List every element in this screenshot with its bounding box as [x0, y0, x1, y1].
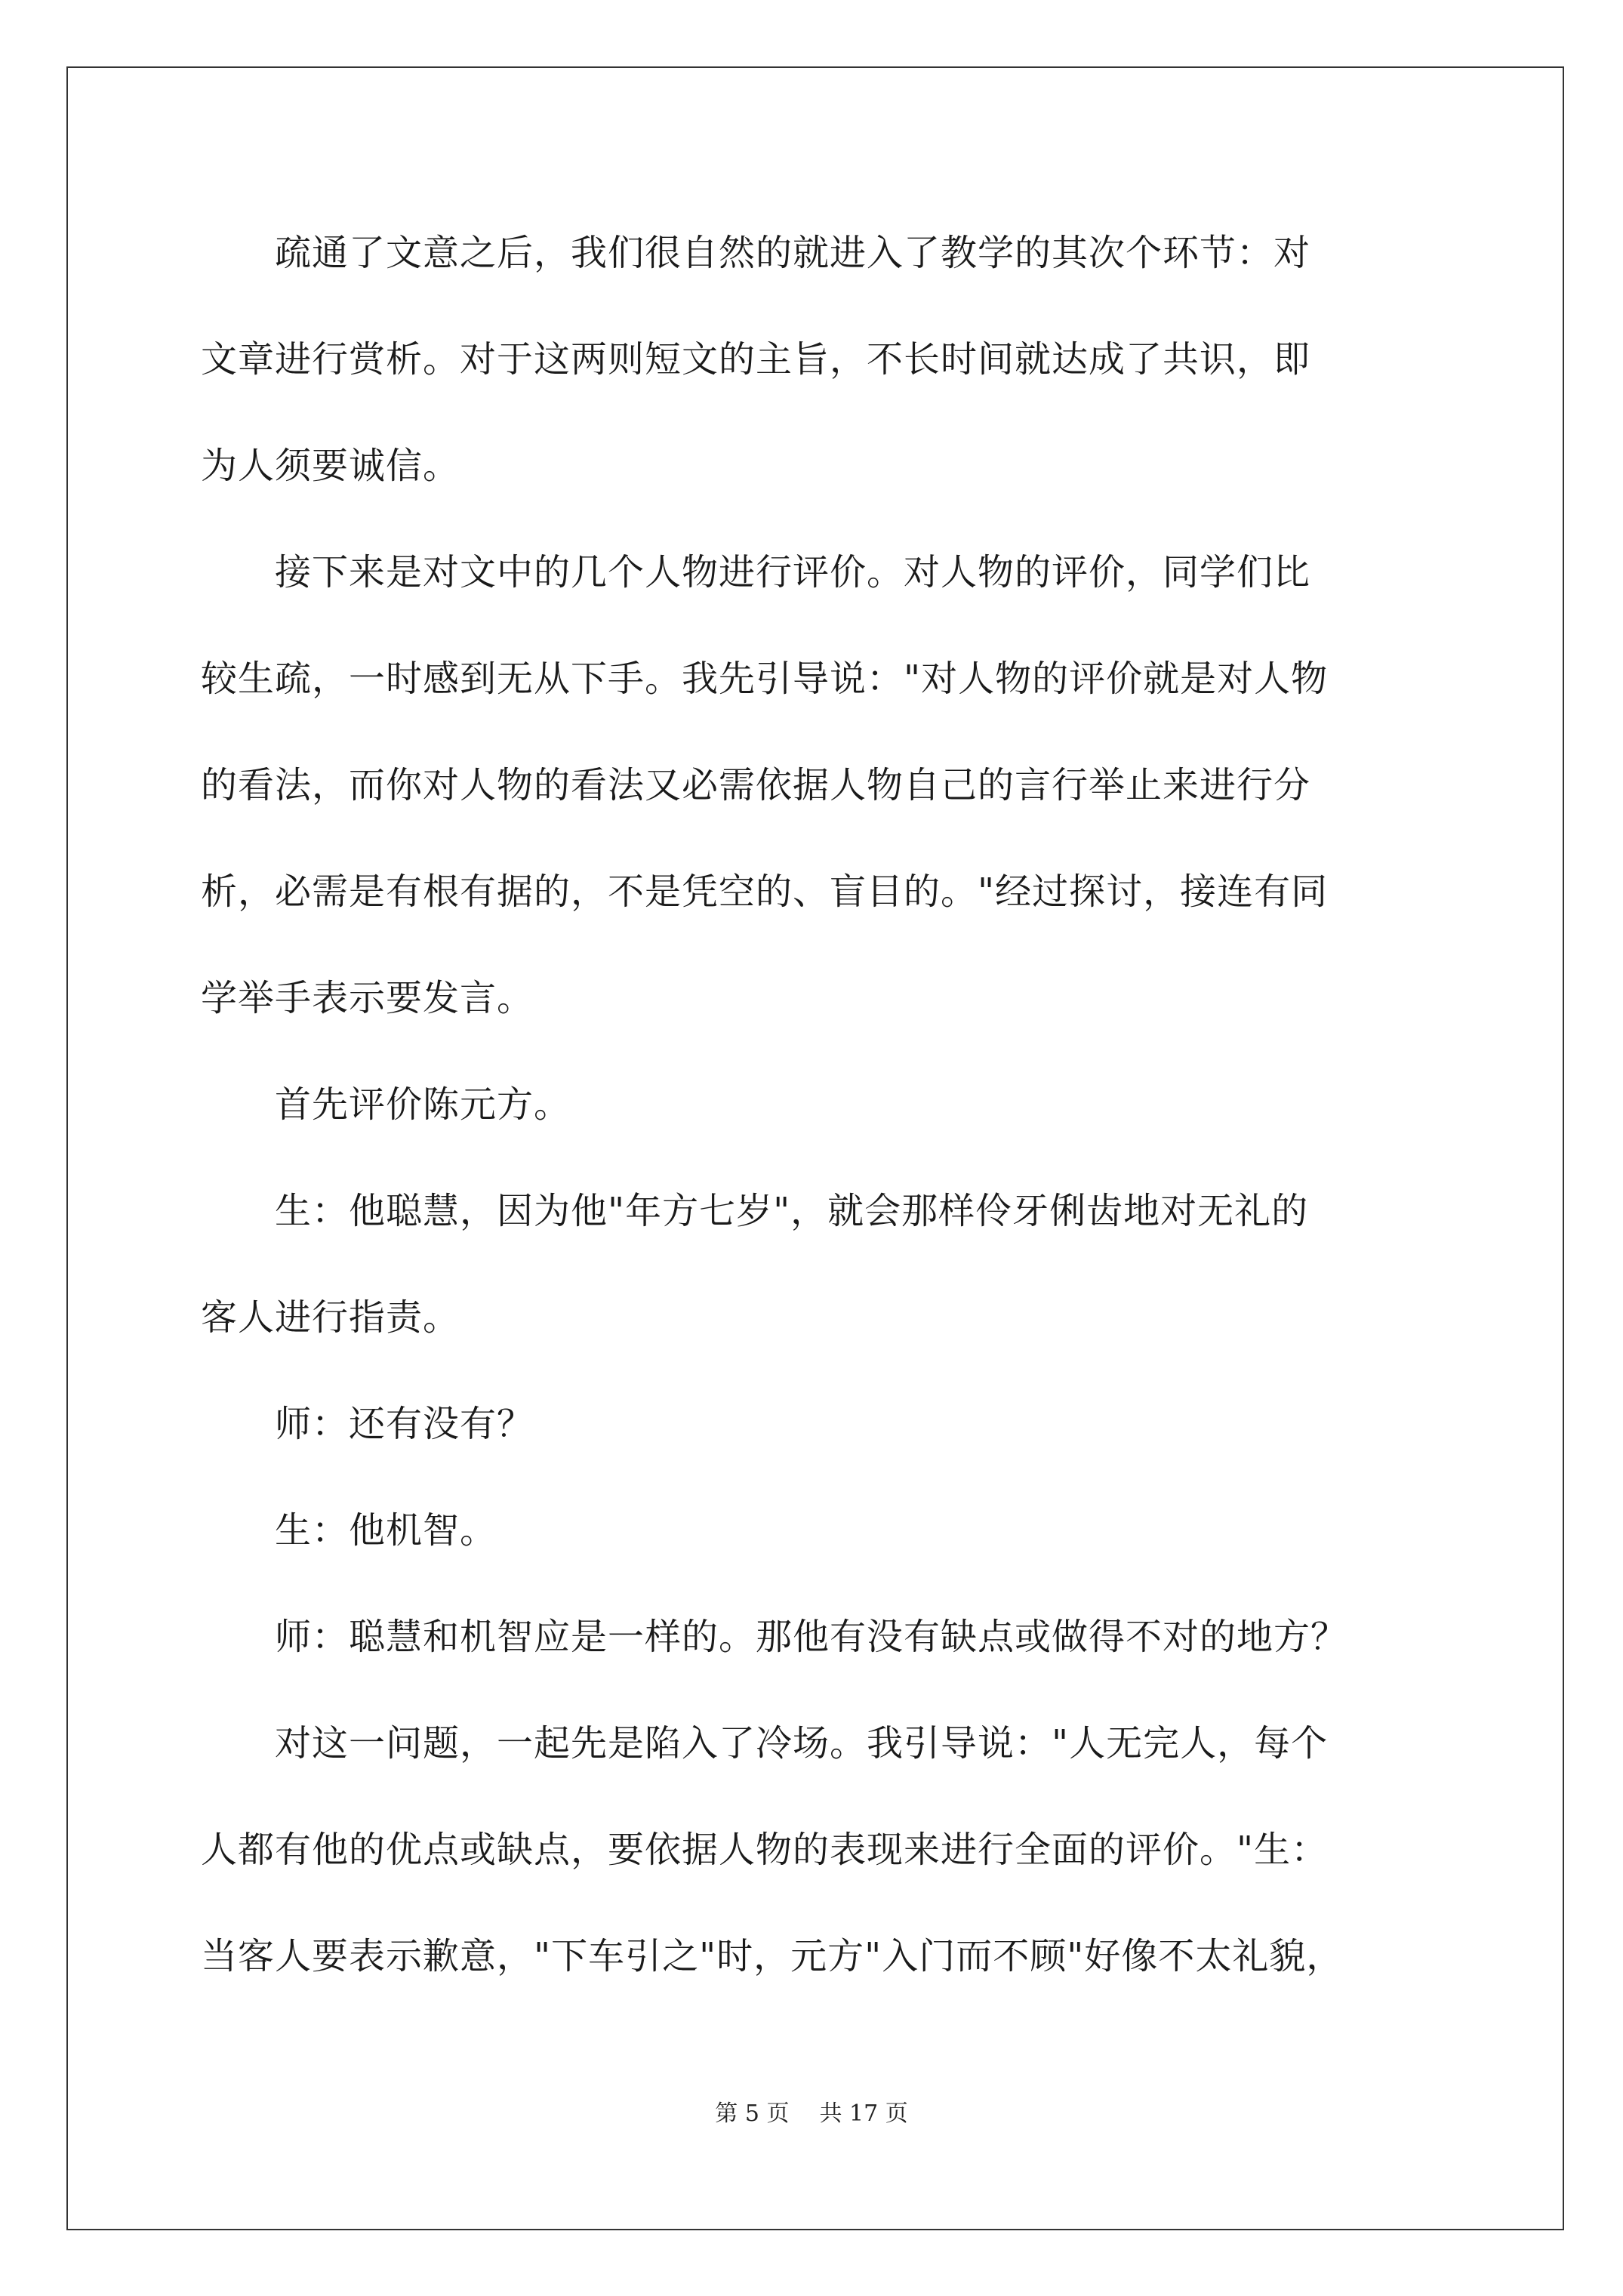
text-line: 为人须要诚信。	[201, 445, 460, 487]
text-line: 当客人要表示歉意，"下车引之"时，元方"入门而不顾"好像不太礼貌，	[201, 1935, 1344, 1977]
text-line: 较生疏，一时感到无从下手。我先引导说："对人物的评价就是对人物	[201, 658, 1329, 700]
text-line: 的看法，而你对人物的看法又必需依据人物自己的言行举止来进行分	[201, 764, 1311, 806]
text-line: 析，必需是有根有据的，不是凭空的、盲目的。"经过探讨，接连有同	[201, 871, 1329, 913]
text-line: 文章进行赏析。对于这两则短文的主旨，不长时间就达成了共识，即	[201, 338, 1311, 381]
text-line: 首先评价陈元方。	[201, 1083, 571, 1126]
text-line: 师：聪慧和机智应是一样的。那他有没有缺点或做得不对的地方？	[201, 1616, 1348, 1658]
text-line: 接下来是对文中的几个人物进行评价。对人物的评价，同学们比	[201, 551, 1311, 593]
text-line: 生：他机智。	[201, 1509, 497, 1552]
page-footer	[0, 2099, 1623, 2129]
page-total: 共 17 页	[819, 2100, 908, 2127]
text-line: 客人进行指责。	[201, 1296, 460, 1339]
text-line: 人都有他的优点或缺点，要依据人物的表现来进行全面的评价。"生：	[201, 1829, 1329, 1871]
text-line: 生：他聪慧，因为他"年方七岁"，就会那样伶牙俐齿地对无礼的	[201, 1190, 1309, 1232]
text-line: 对这一问题，一起先是陷入了冷场。我引导说："人无完人，每个	[201, 1722, 1329, 1764]
page-number: 第 5 页	[715, 2100, 790, 2127]
text-line: 师：还有没有？	[201, 1403, 534, 1445]
text-line: 疏通了文意之后，我们很自然的就进入了教学的其次个环节：对	[201, 232, 1311, 274]
page-border	[66, 66, 1564, 2230]
text-line: 学举手表示要发言。	[201, 977, 534, 1019]
